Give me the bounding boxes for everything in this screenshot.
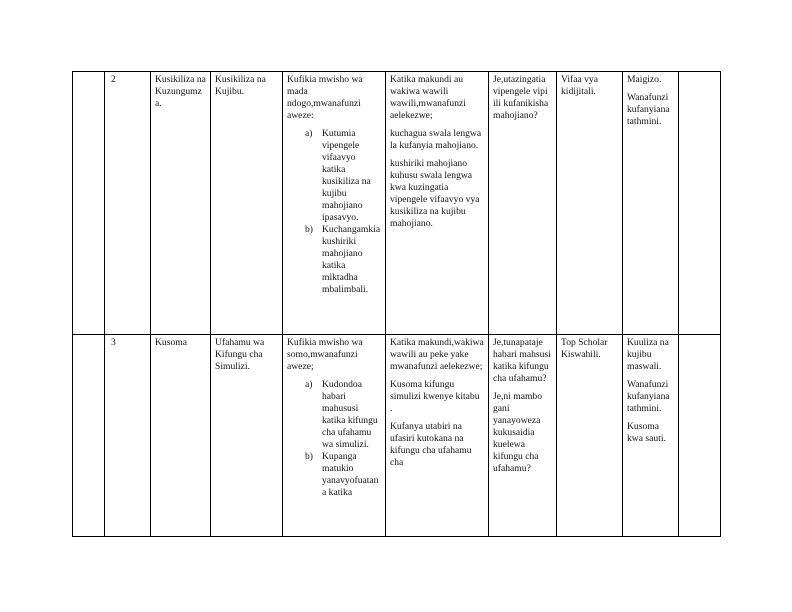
assessment-cell-paragraph: Kuuliza na kujibu maswali. [627, 337, 669, 372]
activities-cell-paragraph: kushiriki mahojiano kuhusu swala lengwa kwa kuzingatia vipengele vifaavyo vya kusikiliza na kujibu mahojiano. [390, 158, 480, 229]
resources-cell [557, 72, 623, 335]
objectives-intro: Kufikia mwisho wa somo,mwanafunzi aweze; [287, 337, 363, 372]
activities-cell-paragraph: Kufanya utabiri na ufasiri kutokana na kifungu cha ufahamu cha [390, 421, 472, 468]
objectives-intro: Kufikia mwisho wa mada ndogo,mwanafunzi aweze: [287, 74, 363, 121]
key-questions-cell [489, 335, 557, 537]
assessment-cell-paragraph: Maigizo. [627, 74, 662, 85]
topic-cell: Kusikiliza na Kuzungumza. [151, 72, 211, 335]
objective-item [305, 451, 381, 499]
activities-cell-paragraph: Kusoma kifungu simulizi kwenye kitabu . [390, 379, 480, 414]
objective-text: Kutumia vipengele vifaavyo katika kusikiliza na kujibu mahojiano ipasavyo. [322, 128, 371, 223]
remarks-cell [679, 72, 721, 335]
lesson-number-cell: 3 [105, 335, 151, 537]
topic-cell: Kusoma [151, 335, 211, 537]
objective-text: Kuchangamkia kushiriki mahojiano katika miktadha mbalimbali. [322, 224, 381, 295]
objectives-cell [283, 72, 386, 335]
objective-text: Kudondoa habari mahususi katika kifungu cha ufahamu wa simulizi. [322, 379, 378, 450]
resources-cell-paragraph: Vifaa vya kidijitali. [561, 74, 598, 97]
assessment-cell [623, 335, 679, 537]
objectives-list [287, 128, 381, 296]
week-cell [73, 335, 105, 537]
objective-label: b) [305, 224, 313, 235]
resources-cell-paragraph: Top Scholar Kiswahili. [561, 337, 608, 360]
activities-cell [386, 72, 489, 335]
activities-cell-paragraph: Katika makundi,wakiwa wawili au peke yake mwanafunzi aelekezwe; [390, 337, 484, 372]
lesson-plan-table [72, 71, 721, 537]
activities-cell-paragraph: kuchagua swala lengwa la kufanyia mahojiano. [390, 128, 482, 151]
resources-cell [557, 335, 623, 537]
key-questions-cell-paragraph: Je,tunapataje habari mahsusi katika kifungu cha ufahamu? [493, 337, 551, 384]
objective-label: b) [305, 451, 313, 462]
table-row [73, 72, 721, 335]
objectives-list [287, 379, 381, 499]
objective-item [305, 379, 381, 451]
objective-item [305, 224, 381, 296]
week-cell [73, 72, 105, 335]
key-questions-cell-paragraph: Je,utazingatia vipengele vipi ili kufanikisha mahojiano? [493, 74, 549, 121]
activities-cell [386, 335, 489, 537]
objectives-cell [283, 335, 386, 537]
assessment-cell-paragraph: Wanafunzi kufanyiana tathmini. [627, 92, 670, 127]
table-row [73, 335, 721, 537]
lesson-number-cell: 2 [105, 72, 151, 335]
objective-text: Kupanga matukio yanavyofuatana katika [322, 451, 379, 498]
key-questions-cell [489, 72, 557, 335]
subtopic-cell: Kusikiliza na Kujibu. [211, 72, 283, 335]
objective-item [305, 128, 381, 224]
assessment-cell-paragraph: Kusoma kwa sauti. [627, 421, 666, 444]
activities-cell-paragraph: Katika makundi au wakiwa wawili wawili,mwanafunzi aelekezwe; [390, 74, 466, 121]
assessment-cell-paragraph: Wanafunzi kufanyiana tathmini. [627, 379, 670, 414]
remarks-cell [679, 335, 721, 537]
objective-label: a) [305, 128, 313, 139]
assessment-cell [623, 72, 679, 335]
objective-label: a) [305, 379, 313, 390]
key-questions-cell-paragraph: Je,ni mambo gani yanayoweza kukusaidia kuelewa kifungu cha ufahamu? [493, 391, 543, 474]
subtopic-cell: Ufahamu wa Kifungu cha Simulizi. [211, 335, 283, 537]
